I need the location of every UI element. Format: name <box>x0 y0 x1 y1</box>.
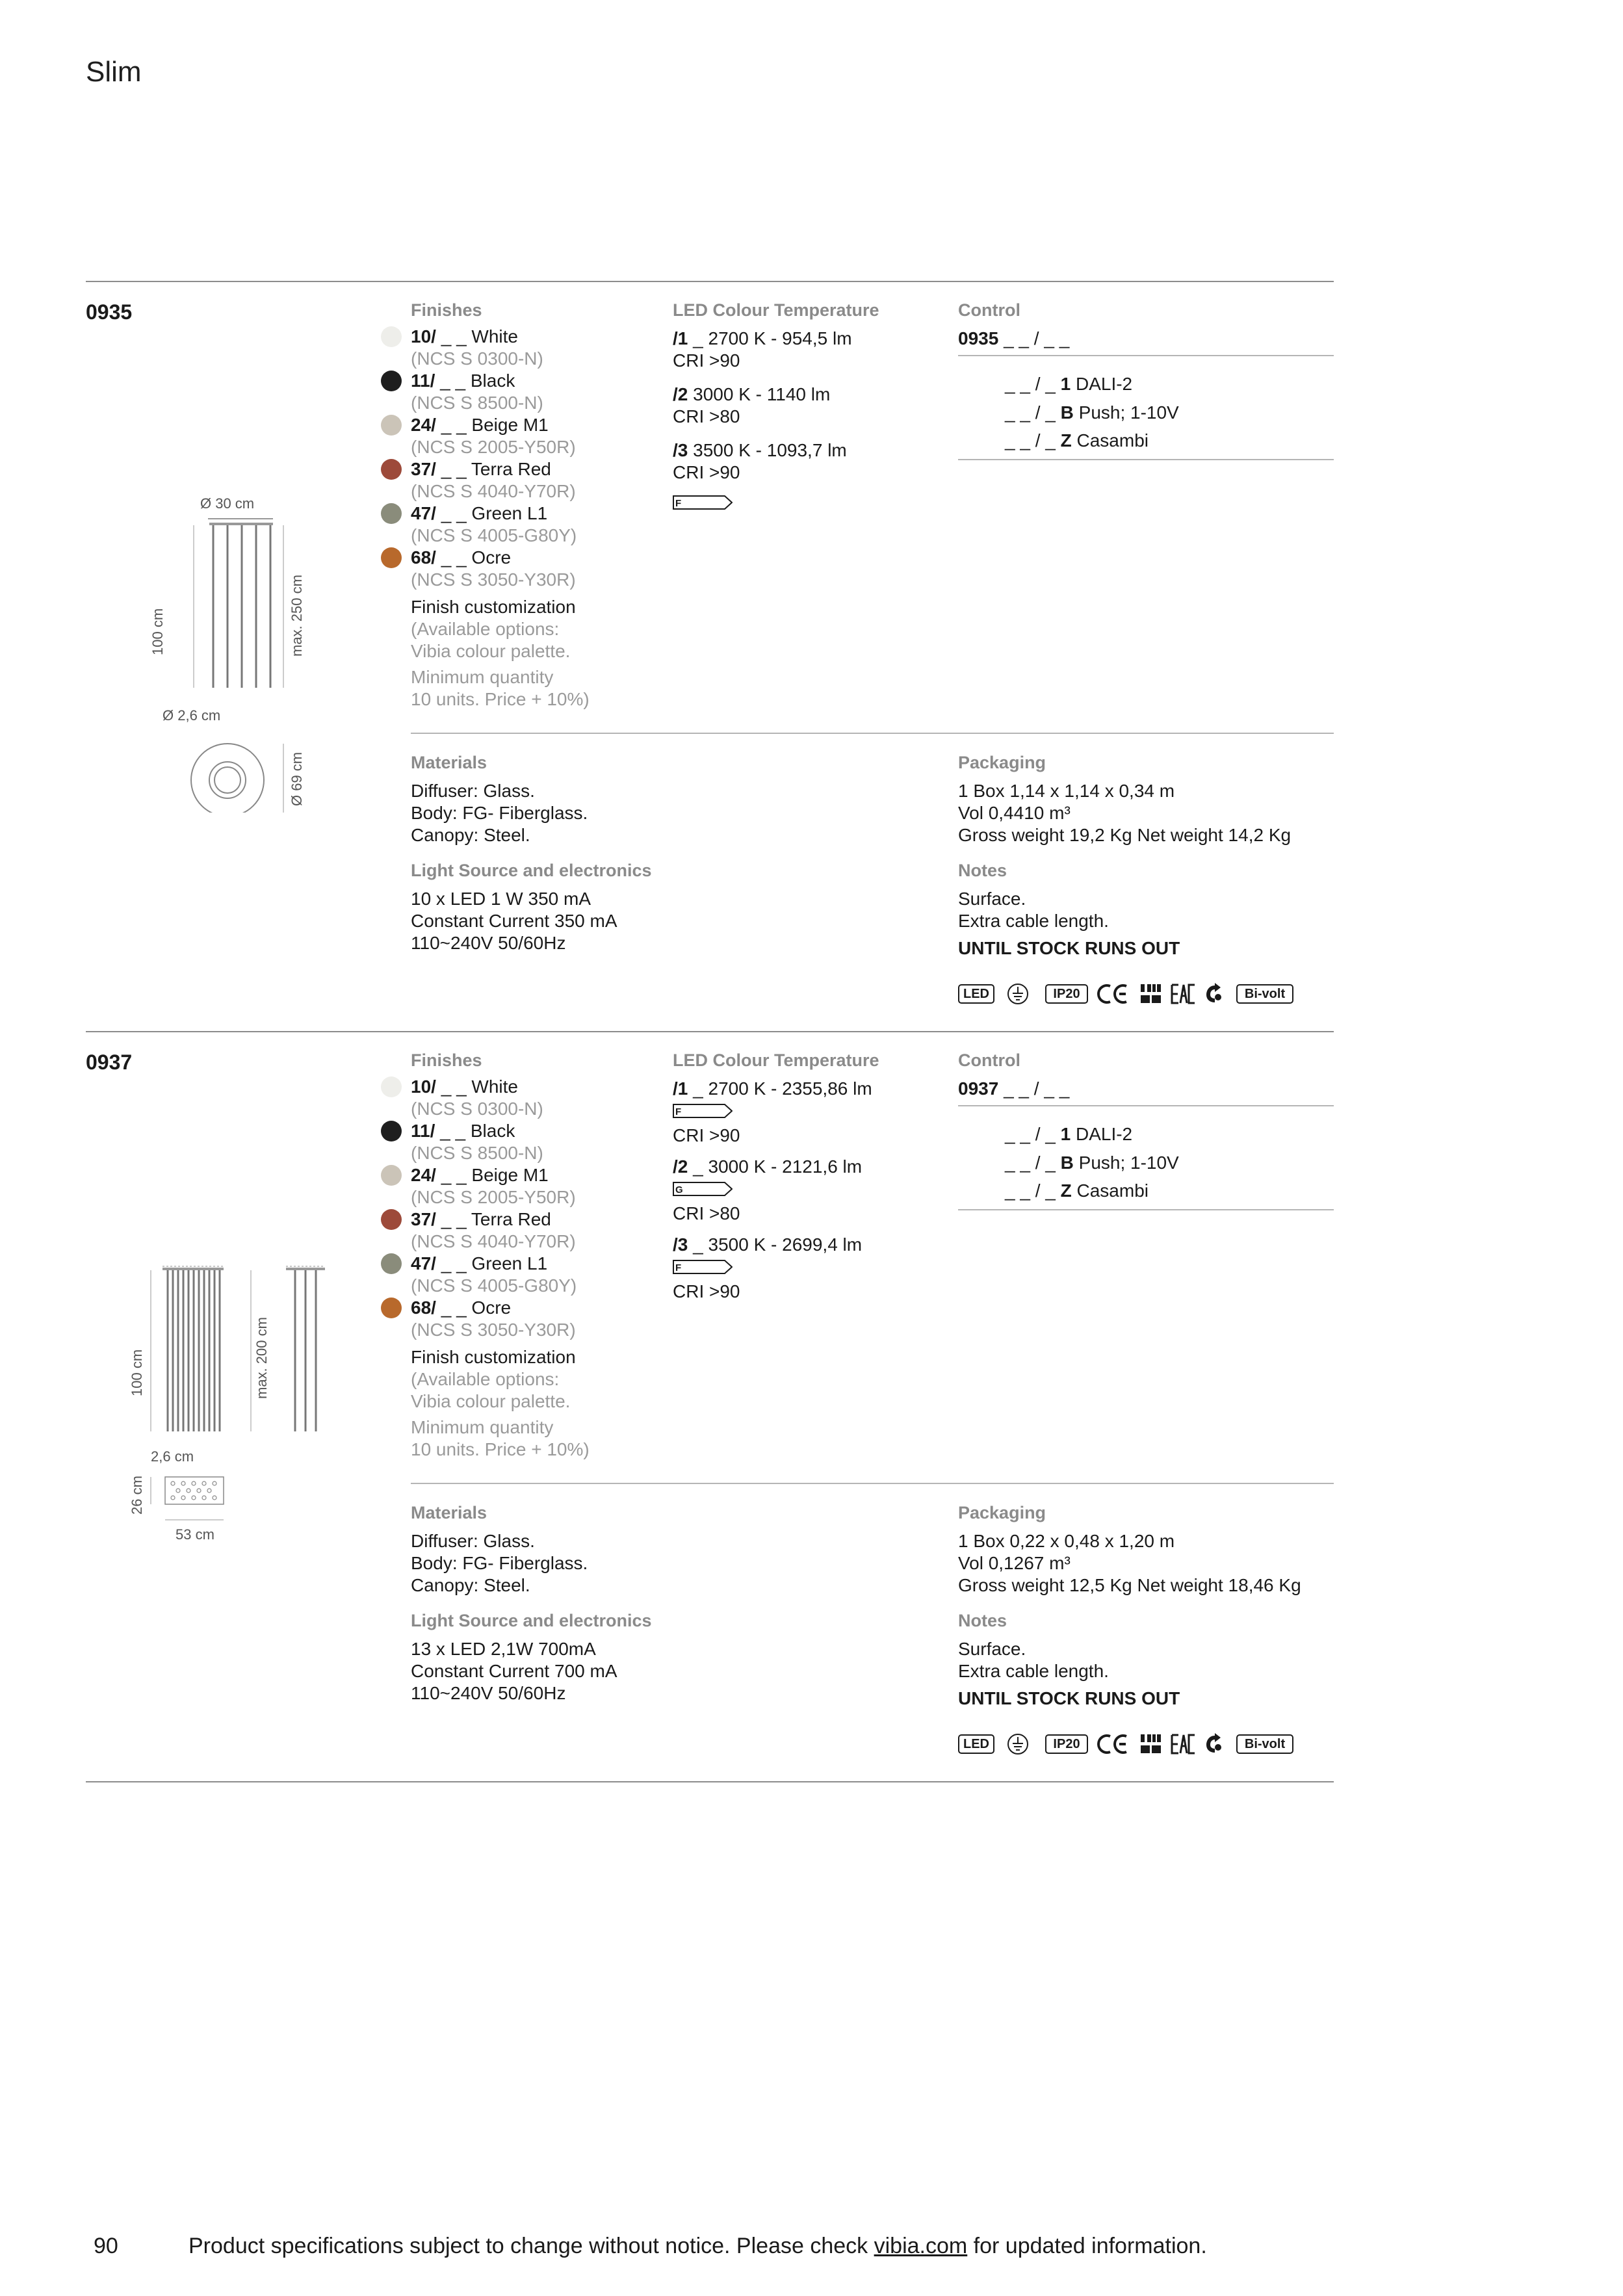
notes-label: Notes <box>958 861 1007 880</box>
finish-ncs: (NCS S 0300-N) <box>411 1099 543 1119</box>
material-line: Body: FG- Fiberglass. <box>411 1553 588 1573</box>
finish-ncs: (NCS S 8500-N) <box>411 393 543 413</box>
stock-notice: UNTIL STOCK RUNS OUT <box>958 1688 1180 1708</box>
swatch-ocre <box>381 1298 402 1318</box>
led-cri: CRI >90 <box>673 350 740 371</box>
dim-max: max. 250 cm <box>289 575 305 657</box>
swatch-green <box>381 1253 402 1274</box>
note-line: Extra cable length. <box>958 1661 1109 1681</box>
notes-label: Notes <box>958 1611 1007 1630</box>
finish-ncs: (NCS S 4005-G80Y) <box>411 525 577 545</box>
finishes-label: Finishes <box>411 1050 482 1070</box>
control-column <box>958 1050 1334 1201</box>
customization-note: (Available options: <box>411 1369 560 1389</box>
control-option: _ _ / _ 1 DALI-2 <box>1005 374 1133 394</box>
vibia-link[interactable]: vibia.com <box>874 2234 968 2258</box>
svg-text:F: F <box>675 1106 682 1117</box>
min-quantity: 10 units. Price + 10%) <box>411 689 590 709</box>
packaging-line: 1 Box 1,14 x 1,14 x 0,34 m <box>958 781 1175 801</box>
packaging-line: Gross weight 19,2 Kg Net weight 14,2 Kg <box>958 825 1292 845</box>
product-code: 0935 <box>86 300 133 324</box>
customization-note: (Available options: <box>411 619 560 639</box>
finish-ncs: (NCS S 3050-Y30R) <box>411 569 576 590</box>
bi-volt-icon: Bi-volt <box>1236 1734 1293 1754</box>
finish-item: 68/ _ _ Ocre <box>411 547 511 569</box>
led-option: /2 _ 3000 K - 2121,6 lm <box>673 1156 863 1177</box>
customization-note: Vibia colour palette. <box>411 641 571 661</box>
finish-item: 10/ _ _ White <box>411 326 518 348</box>
led-label: LED Colour Temperature <box>673 1050 879 1070</box>
svg-text:G: G <box>675 1184 683 1195</box>
packaging-line: Vol 0,1267 m³ <box>958 1553 1071 1573</box>
materials-label: Materials <box>411 753 487 772</box>
finish-ncs: (NCS S 3050-Y30R) <box>411 1320 576 1340</box>
packaging-label: Packaging <box>958 753 1046 772</box>
finish-item: 47/ _ _ Green L1 <box>411 1253 547 1275</box>
led-option: /3 3500 K - 1093,7 lm <box>673 440 847 460</box>
control-option: _ _ / _ Z Casambi <box>1005 1181 1149 1201</box>
ip20-icon: IP20 <box>1045 1734 1088 1754</box>
finish-ncs: (NCS S 4040-Y70R) <box>411 481 576 501</box>
control-label: Control <box>958 1050 1020 1070</box>
packaging-line: Vol 0,4410 m³ <box>958 803 1071 823</box>
finishes-column <box>411 1050 658 1459</box>
led-icon: LED <box>958 984 994 1004</box>
light-source-label: Light Source and electronics <box>411 861 652 880</box>
materials-block <box>411 1503 866 1703</box>
page-title: Slim <box>86 56 142 88</box>
page-number: 90 <box>94 2234 118 2258</box>
customization-title: Finish customization <box>411 1347 576 1367</box>
finish-item: 11/ _ _ Black <box>411 370 515 392</box>
divider <box>958 1105 1334 1106</box>
led-cri: CRI >90 <box>673 462 740 482</box>
dim-tube: Ø 2,6 cm <box>162 707 221 724</box>
light-source-line: 13 x LED 2,1W 700mA <box>411 1639 596 1659</box>
control-option: _ _ / _ B Push; 1-10V <box>1005 1153 1179 1173</box>
led-option: /3 _ 3500 K - 2699,4 lm <box>673 1234 863 1255</box>
light-source-line: 10 x LED 1 W 350 mA <box>411 889 591 909</box>
stock-notice: UNTIL STOCK RUNS OUT <box>958 938 1180 958</box>
light-source-line: Constant Current 700 mA <box>411 1661 617 1681</box>
control-option: _ _ / _ 1 DALI-2 <box>1005 1124 1133 1144</box>
finish-ncs: (NCS S 8500-N) <box>411 1143 543 1163</box>
finish-item: 47/ _ _ Green L1 <box>411 502 547 525</box>
product-drawing <box>123 1255 331 1554</box>
packaging-line: 1 Box 0,22 x 0,48 x 1,20 m <box>958 1531 1175 1551</box>
packaging-line: Gross weight 12,5 Kg Net weight 18,46 Kg <box>958 1575 1301 1595</box>
finish-item: 37/ _ _ Terra Red <box>411 458 551 480</box>
dim-max: max. 200 cm <box>253 1317 270 1399</box>
energy-label-icon <box>673 1260 733 1274</box>
finish-ncs: (NCS S 2005-Y50R) <box>411 437 576 457</box>
energy-label-icon <box>673 1104 733 1118</box>
led-option: /1 _ 2700 K - 2355,86 lm <box>673 1078 872 1099</box>
finish-item: 24/ _ _ Beige M1 <box>411 414 549 436</box>
note-line: Surface. <box>958 889 1026 909</box>
customization-title: Finish customization <box>411 597 576 617</box>
dim-canopy: Ø 69 cm <box>289 751 305 806</box>
control-code: 0937 _ _ / _ _ <box>958 1078 1070 1099</box>
finish-item: 68/ _ _ Ocre <box>411 1297 511 1319</box>
note-line: Extra cable length. <box>958 911 1109 931</box>
dim-width: 53 cm <box>175 1526 214 1543</box>
led-icon: LED <box>958 1734 994 1754</box>
min-quantity: 10 units. Price + 10%) <box>411 1439 590 1459</box>
finishes-label: Finishes <box>411 300 482 320</box>
ukca-icon <box>1139 1733 1162 1755</box>
led-cri: CRI >90 <box>673 1125 740 1145</box>
min-quantity: Minimum quantity <box>411 1417 554 1437</box>
led-cri: CRI >80 <box>673 1203 740 1223</box>
divider <box>958 1209 1334 1210</box>
materials-label: Materials <box>411 1503 487 1522</box>
packaging-label: Packaging <box>958 1503 1046 1522</box>
control-option: _ _ / _ Z Casambi <box>1005 430 1149 450</box>
material-line: Diffuser: Glass. <box>411 1531 535 1551</box>
packaging-block <box>958 1503 1334 1751</box>
energy-label-icon <box>673 1182 733 1196</box>
material-line: Body: FG- Fiberglass. <box>411 803 588 823</box>
certification-icons <box>958 1733 1303 1755</box>
finish-item: 10/ _ _ White <box>411 1076 518 1098</box>
ce-mark-icon <box>1096 1733 1130 1755</box>
swatch-white <box>381 1076 402 1097</box>
finish-ncs: (NCS S 4040-Y70R) <box>411 1231 576 1251</box>
eac-icon <box>1170 1733 1196 1755</box>
swatch-terra-red <box>381 1209 402 1230</box>
footer-disclaimer: Product specifications subject to change without notice. Please check vibia.com for updated information. <box>188 2234 1207 2258</box>
material-line: Diffuser: Glass. <box>411 781 535 801</box>
ground-icon <box>1006 1733 1030 1755</box>
led-column <box>673 1050 933 1301</box>
recycle-icon <box>1204 1733 1226 1755</box>
light-source-line: Constant Current 350 mA <box>411 911 617 931</box>
bi-volt-icon: Bi-volt <box>1236 984 1293 1004</box>
led-option: /2 3000 K - 1140 lm <box>673 384 831 404</box>
product-code: 0937 <box>86 1050 133 1074</box>
dim-height: 100 cm <box>149 608 166 655</box>
light-source-label: Light Source and electronics <box>411 1611 652 1630</box>
control-code: 0935 _ _ / _ _ <box>958 328 1070 348</box>
svg-text:F: F <box>675 1262 682 1273</box>
led-label: LED Colour Temperature <box>673 300 879 320</box>
ip20-icon: IP20 <box>1045 984 1088 1004</box>
control-option: _ _ / _ B Push; 1-10V <box>1005 402 1179 423</box>
led-option: /1 _ 2700 K - 954,5 lm <box>673 328 852 348</box>
dim-diameter-top: Ø 30 cm <box>200 495 255 512</box>
dim-tube: 2,6 cm <box>151 1448 194 1465</box>
svg-text:F: F <box>675 498 682 509</box>
dim-height: 100 cm <box>129 1349 145 1396</box>
finish-item: 11/ _ _ Black <box>411 1120 515 1142</box>
dim-depth: 26 cm <box>129 1476 145 1515</box>
light-source-line: 110~240V 50/60Hz <box>411 1683 566 1703</box>
finish-ncs: (NCS S 4005-G80Y) <box>411 1275 577 1296</box>
material-line: Canopy: Steel. <box>411 825 530 845</box>
min-quantity: Minimum quantity <box>411 667 554 687</box>
led-cri: CRI >90 <box>673 1281 740 1301</box>
finish-item: 37/ _ _ Terra Red <box>411 1208 551 1231</box>
swatch-black <box>381 1121 402 1141</box>
swatch-beige <box>381 1165 402 1186</box>
finish-ncs: (NCS S 0300-N) <box>411 348 543 369</box>
divider <box>411 1483 1334 1484</box>
finish-item: 24/ _ _ Beige M1 <box>411 1164 549 1186</box>
light-source-line: 110~240V 50/60Hz <box>411 933 566 953</box>
led-cri: CRI >80 <box>673 406 740 426</box>
material-line: Canopy: Steel. <box>411 1575 530 1595</box>
customization-note: Vibia colour palette. <box>411 1391 571 1411</box>
note-line: Surface. <box>958 1639 1026 1659</box>
control-label: Control <box>958 300 1020 320</box>
finish-ncs: (NCS S 2005-Y50R) <box>411 1187 576 1207</box>
